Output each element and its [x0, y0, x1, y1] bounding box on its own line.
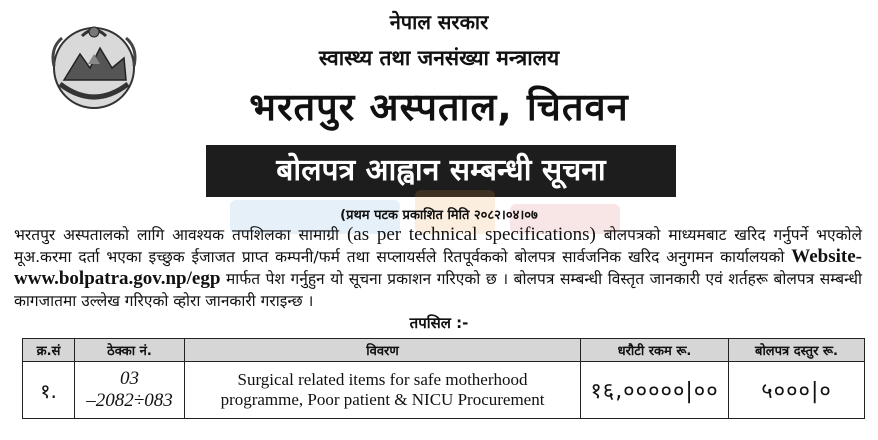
notice-text-3: मार्फत पेश गर्नुहुन यो सूचना प्रकाशन गरिएको छ । बोलपत्र सम्बन्धी विस्तृत जानकारी एवं शर्तहरू बोलपत्र सम्बन्धी कागजातमा उल्लेख गरिएको व्होरा जानकारी गराइन्छ ।	[14, 270, 862, 310]
cell-fee: ५०००|०	[729, 362, 865, 419]
contract-no-line2: –2082÷083	[86, 390, 173, 411]
tender-table	[22, 338, 865, 419]
hospital-title: भरतपुर अस्पताल, चितवन	[249, 85, 629, 129]
publication-date: (प्रथम पटक प्रकाशित मिति २०८२।०४।०७	[340, 208, 538, 223]
table-header-row	[23, 339, 865, 362]
header-description: विवरण	[185, 339, 581, 362]
header-deposit: धरौटी रकम रू.	[581, 339, 729, 362]
header-fee: बोलपत्र दस्तुर रू.	[729, 339, 865, 362]
government-title: नेपाल सरकार	[389, 10, 489, 34]
cell-description	[185, 362, 581, 419]
cell-contract-no	[75, 362, 185, 419]
cell-serial: १.	[23, 362, 75, 419]
header-contract-no: ठेक्का नं.	[75, 339, 185, 362]
notice-spec: (as per technical specifications)	[346, 224, 596, 245]
contract-no-line1: 03	[120, 368, 139, 389]
notice-text-2: बोलपत्रको माध्यमबाट खरिद गर्नुपर्ने भएकोले मूअ.करमा दर्ता भएका इच्छुक ईजाजत प्राप्त कम्पनी/फर्म तथा सप्लायर्सले रितपूर्वकको बोलपत्र सार्वजनिक खरिद अनुगमन कार्यालयको	[14, 226, 862, 266]
notice-website: Website- www.bolpatra.gov.np/egp	[14, 246, 862, 289]
description-line1: Surgical related items for safe motherhood	[237, 370, 528, 389]
header-serial: क्र.सं	[23, 339, 75, 362]
details-heading: तपसिल :-	[409, 314, 469, 332]
ministry-title: स्वास्थ्य तथा जनसंख्या मन्त्रालय	[318, 46, 560, 70]
cell-deposit: १६,०००००|००	[581, 362, 729, 419]
notice-banner: बोलपत्र आह्वान सम्बन्धी सूचना	[206, 145, 676, 197]
table-row	[23, 362, 865, 419]
description-line2: programme, Poor patient & NICU Procurement	[220, 390, 545, 409]
notice-paragraph	[14, 224, 862, 312]
notice-text-1: भरतपुर अस्पतालको लागि आवश्यक तपशिलका सामाग्री	[14, 226, 347, 244]
